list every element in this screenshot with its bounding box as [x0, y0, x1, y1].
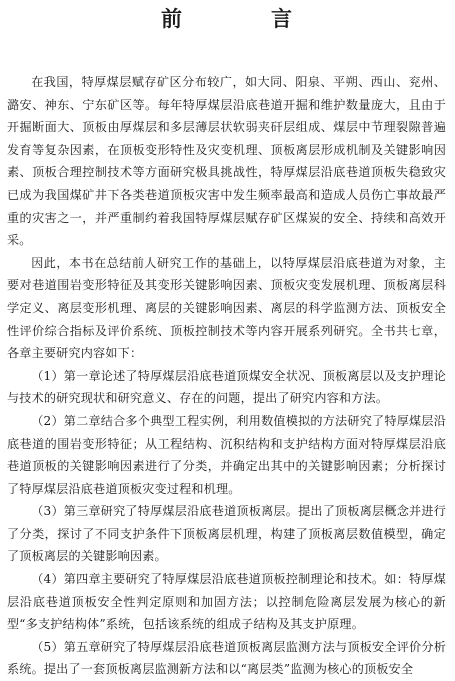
- paragraph-6: （4）第四章主要研究了特厚煤层沿底巷道顶板控制理论和技术。如：特厚煤层沿底巷道顶板安全性判定原则和加固方法；以控制危险离层发展为核心的新型“多支护结构体”系统，包括该系统的组成子结构及其支护原理。: [7, 572, 446, 632]
- paragraph-1: 在我国，特厚煤层赋存矿区分布较广，如大同、阳泉、平朔、西山、兖州、潞安、神东、宁东矿区等。每年特厚煤层沿底巷道开掘和维护数量庞大，且由于开掘断面大、顶板由厚煤层和多层薄层状软弱夹矸层组成、煤层中节理裂隙普遍发育等复杂因素，在顶板变形特性及灾变机理、顶板离层形成机制及关键影响因素、顶板合理控制技术等方面研究极具挑战性，特厚煤层沿底巷道顶板失稳致灾已成为我国煤矿井下各类巷道顶板灾害中发生频率最高和造成人员伤亡事故最严重的灾害之一，并严重制约着我国特厚煤层赋存矿区煤炭的安全、持续和高效开采。: [7, 75, 446, 248]
- paragraph-3: （1）第一章论述了特厚煤层沿底巷道顶煤安全状况、顶板离层以及支护理论与技术的研究现状和研究意义、存在的问题，提出了研究内容和方法。: [7, 368, 446, 406]
- paragraph-7: （5）第五章研究了特厚煤层沿底巷道顶板离层监测方法与顶板安全评价分析系统。提出了一套顶板离层监测新方法和以“离层类”监测为核心的顶板安全: [7, 639, 446, 677]
- page-title: 前 言: [161, 7, 326, 31]
- paragraph-5: （3）第三章研究了特厚煤层沿底巷道顶板离层。提出了顶板离层概念并进行了分类，探讨了不同支护条件下顶板离层机理，构建了顶板离层数值模型，确定了顶板离层的关键影响因素。: [7, 504, 446, 564]
- paragraph-4: （2）第二章结合多个典型工程实例，利用数值模拟的方法研究了特厚煤层沿底巷道的围岩变形特征；从工程结构、沉积结构和支护结构方面对特厚煤层沿底巷道顶板的关键影响因素进行了分类，并确定出其中的关键影响因素；分析探讨了特厚煤层沿底巷道顶板灾变过程和机理。: [7, 413, 446, 496]
- paragraph-2: 因此，本书在总结前人研究工作的基础上，以特厚煤层沿底巷道为对象，主要对巷道围岩变形特征及其变形关键影响因素、顶板灾变发展机理、顶板离层科学定义、离层变形机理、离层的关键影响因素、离层的科学监测方法、顶板安全性评价综合指标及评价系统、顶板控制技术等内容开展系列研究。全书共七章，各章主要研究内容如下：: [7, 255, 446, 361]
